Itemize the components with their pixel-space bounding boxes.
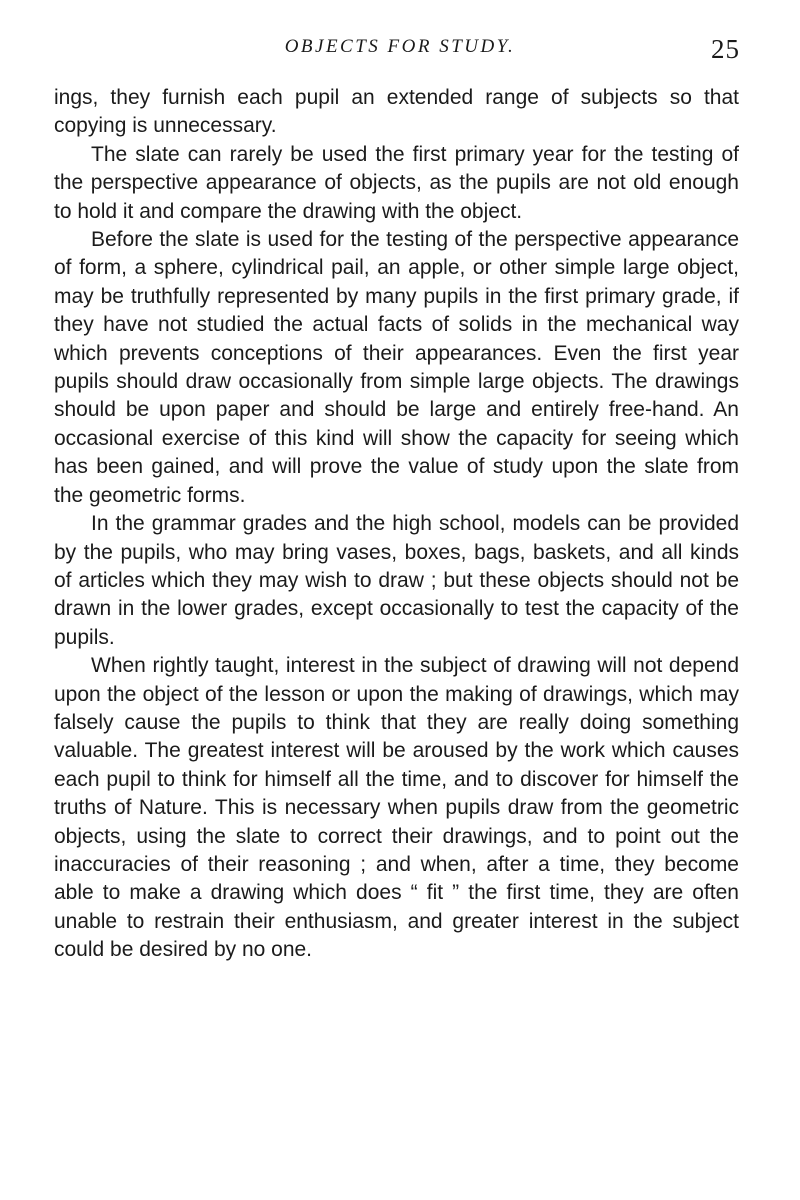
running-head [0, 33, 800, 64]
paragraph-before-slate: Before the slate is used for the testing of the perspective appearance of form, a sphere, cylindrical pail, an apple, or other simple large object, may be truthfully represented by many pupils in the first primary grade, if they have not studied the actual facts of solids in the mechanical way which prevents conceptions of their appearances. Even the first year pupils should draw occasionally from simple large objects. The drawings should be upon paper and should be large and entirely free-hand. An occasional exercise of this kind will show the capacity for seeing which has been gained, and will prove the value of study upon the slate from the geometric forms. [54, 228, 739, 507]
running-title: OBJECTS FOR STUDY. [284, 36, 516, 57]
page-number: 25 [711, 34, 740, 64]
paragraph-grammar-grades: In the grammar grades and the high school, models can be provided by the pupils, who may bring vases, boxes, bags, baskets, and all kinds of articles which they may wish to draw ; but these objects should not be drawn in the lower grades, except occasionally to test the capacity of the pupils. [54, 512, 739, 649]
paragraph-slate-first-year: The slate can rarely be used the first primary year for the testing of the perspective appearance of objects, as the pupils are not old enough to hold it and compare the drawing with the object. [54, 142, 739, 223]
paragraph-rightly-taught: When rightly taught, interest in the subject of drawing will not depend upon the object of the lesson or upon the making of drawings, which may falsely cause the pupils to think that they are really doing something valuable. The greatest interest will be aroused by the work which causes each pupil to think for himself all the time, and to discover for himself the truths of Nature. This is necessary when pupils draw from the geometric objects, using the slate to correct their drawings, and to point out the inaccuracies of their reasoning ; and when, after a time, they become able to make a drawing which does “ fit ” the first time, they are often unable to restrain their enthusiasm, and greater interest in the subject could be desired by no one. [54, 654, 739, 962]
body-text [54, 84, 739, 965]
paragraph-continuation: ings, they furnish each pupil an extended range of subjects so that copying is unnecessary. [54, 86, 739, 138]
